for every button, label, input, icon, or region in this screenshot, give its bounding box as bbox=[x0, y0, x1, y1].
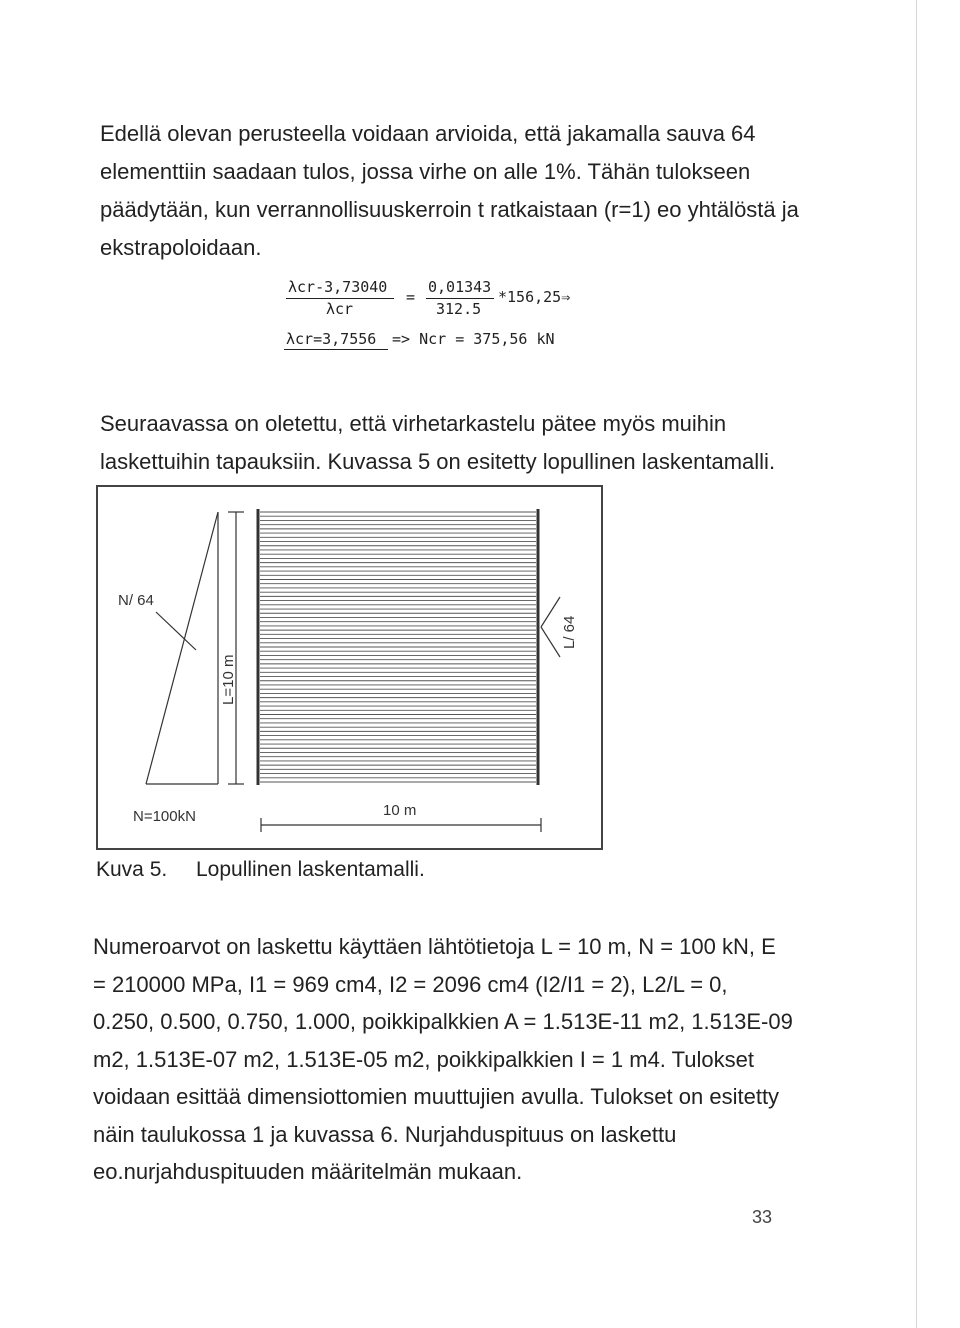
formula-result-underline bbox=[284, 349, 388, 350]
page-edge-line bbox=[916, 0, 917, 1328]
calculation-model-drawing bbox=[98, 487, 601, 848]
formula-rhs-fraction-bar bbox=[426, 298, 494, 299]
l64-leader-upper bbox=[541, 597, 560, 627]
paragraph-intro: Edellä olevan perusteella voidaan arvioida, että jakamalla sauva 64 elementtiin saadaan tulos, jossa virhe on alle 1%. Tähän tulokseen päädytään, kun verrannollisuuskerroin t ratkaistaan (r=1) eo yhtälöstä ja ekstrapoloidaan. bbox=[100, 121, 799, 260]
formula-fraction-bar bbox=[286, 298, 394, 299]
paragraph-numeric-values: Numeroarvot on laskettu käyttäen lähtötietoja L = 10 m, N = 100 kN, E = 210000 MPa, I1 = 969 cm4, I2 = 2096 cm4 (I2/I1 = 2), L2/L = 0, 0.250, 0.500, 0.750, 1.000, poikkipalkkien A = 1.513E-11 m2, 1.513E-09 m2, 1.513E-07 m2, 1.513E-05 m2, poikkipalkkien I = 1 m4. Tulokset voidaan esittää dimensiottomien muuttujien avulla. Tulokset on esitetty näin taulukossa 1 ja kuvassa 6. Nurjahduspituus on laskettu eo.nurjahduspituuden määritelmän mukaan. bbox=[93, 934, 793, 1184]
label-n100kn: N=100kN bbox=[133, 808, 196, 825]
formula-result-ncr: => Ncr = 375,56 kN bbox=[392, 330, 555, 348]
formula-equals: = bbox=[406, 288, 416, 306]
label-10m: 10 m bbox=[383, 802, 417, 819]
formula-rhs-numerator: 0,01343 bbox=[428, 278, 492, 296]
page-number: 33 bbox=[752, 1207, 773, 1227]
calculation-model-figure bbox=[96, 485, 603, 850]
crossbeam-group bbox=[260, 512, 536, 782]
formula-result-lambda: λcr=3,7556 bbox=[286, 330, 377, 348]
l64-leader-lower bbox=[541, 627, 560, 657]
caption-text: Lopullinen laskentamalli. bbox=[196, 858, 425, 881]
paragraph-assumption: Seuraavassa on oletettu, että virhetarkastelu pätee myös muihin laskettuihin tapauksiin. Kuvassa 5 on esitetty lopullinen laskentamalli. bbox=[100, 411, 776, 474]
formula-rhs-tail: *156,25⇒ bbox=[498, 288, 571, 306]
caption-number: Kuva 5. bbox=[96, 858, 168, 881]
label-l10m: L=10 m bbox=[220, 654, 237, 705]
figure-caption bbox=[96, 858, 425, 882]
buckling-formula bbox=[280, 278, 620, 358]
load-triangle-slope bbox=[146, 512, 218, 784]
label-l64: L/ 64 bbox=[561, 615, 578, 649]
formula-numerator: λcr-3,73040 bbox=[288, 278, 388, 296]
label-n64: N/ 64 bbox=[118, 592, 154, 609]
formula-rhs-denominator: 312.5 bbox=[436, 300, 482, 318]
formula-denominator: λcr bbox=[326, 300, 354, 318]
